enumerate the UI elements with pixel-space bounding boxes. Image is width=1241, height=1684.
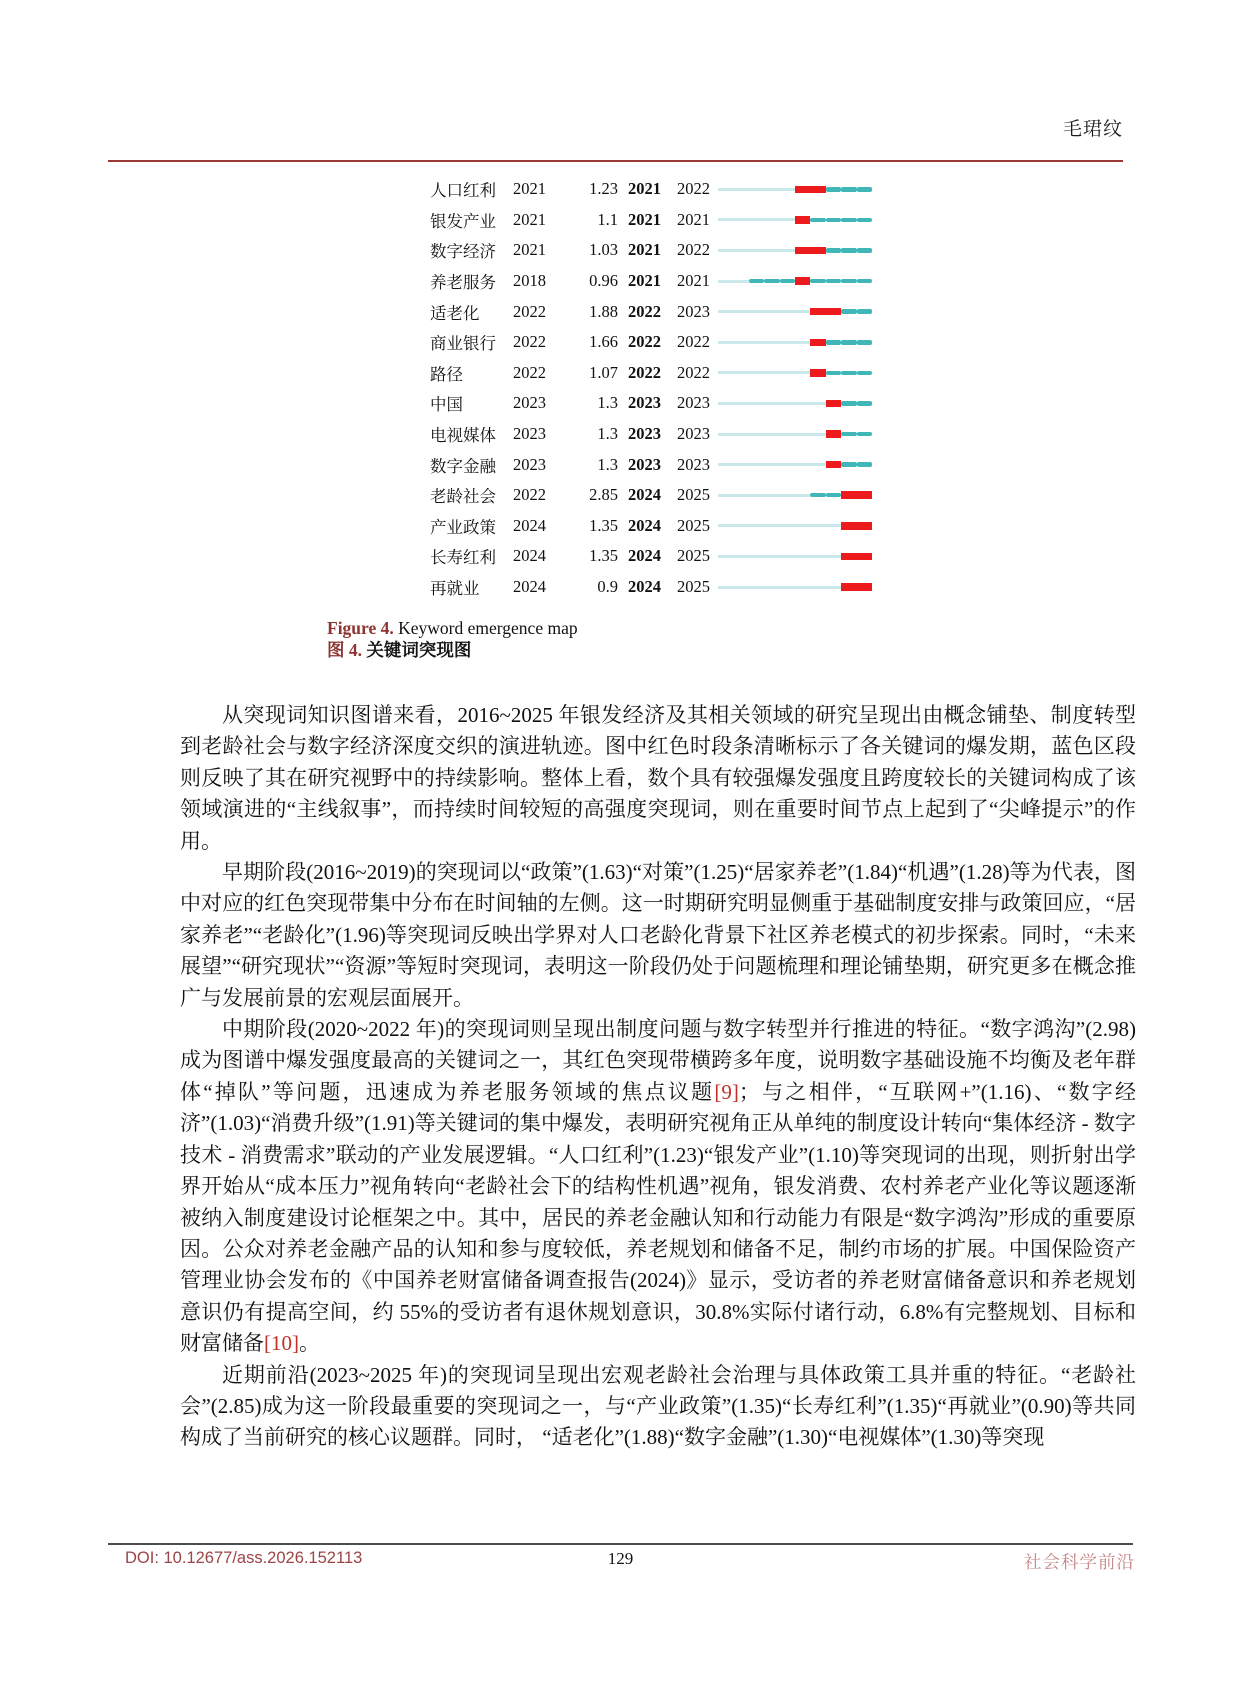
timeline-pre-segment [718, 341, 733, 344]
burst-begin-year: 2021 [628, 179, 661, 199]
timeline-pre-segment [780, 249, 795, 252]
burst-end-year: 2025 [677, 515, 710, 535]
timeline-pre-segment [749, 310, 764, 313]
timeline-pre-segment [795, 494, 810, 497]
burst-begin-year: 2022 [628, 301, 661, 321]
timeline-pre-segment [780, 218, 795, 221]
timeline-active-segment [841, 432, 856, 437]
timeline-active-segment [857, 401, 872, 406]
burst-row [430, 174, 872, 205]
burst-end-year: 2022 [677, 332, 710, 352]
burst-timeline-bar [718, 276, 872, 286]
timeline-active-segment [857, 279, 872, 284]
timeline-pre-segment [749, 341, 764, 344]
timeline-active-segment [826, 371, 841, 376]
timeline-burst-segment [826, 461, 841, 469]
timeline-pre-segment [718, 433, 733, 436]
timeline-active-segment [857, 340, 872, 345]
burst-end-year: 2021 [677, 209, 710, 229]
timeline-pre-segment [795, 402, 810, 405]
timeline-active-segment [826, 493, 841, 498]
timeline-burst-segment [810, 339, 825, 347]
burst-begin-year: 2024 [628, 485, 661, 505]
timeline-pre-segment [780, 188, 795, 191]
timeline-pre-segment [733, 524, 748, 527]
burst-begin-year: 2024 [628, 515, 661, 535]
burst-row [430, 419, 872, 450]
burst-row [430, 449, 872, 480]
timeline-pre-segment [733, 188, 748, 191]
timeline-pre-segment [764, 188, 779, 191]
burst-begin-year: 2023 [628, 424, 661, 444]
timeline-pre-segment [718, 555, 733, 558]
timeline-active-segment [841, 401, 856, 406]
body-paragraph [180, 1014, 1136, 1359]
timeline-burst-segment [841, 491, 856, 499]
timeline-active-segment [857, 371, 872, 376]
timeline-pre-segment [733, 463, 748, 466]
timeline-pre-segment [780, 371, 795, 374]
burst-timeline-bar [718, 551, 872, 561]
timeline-burst-segment [841, 583, 856, 591]
timeline-pre-segment [764, 341, 779, 344]
burst-first-year: 2021 [513, 240, 546, 260]
timeline-burst-segment [795, 216, 810, 224]
burst-first-year: 2023 [513, 424, 546, 444]
timeline-pre-segment [764, 371, 779, 374]
burst-begin-year: 2021 [628, 240, 661, 260]
timeline-active-segment [857, 432, 872, 437]
timeline-active-segment [810, 493, 825, 498]
burst-first-year: 2022 [513, 332, 546, 352]
timeline-burst-segment [810, 186, 825, 194]
burst-keyword: 产业政策 [430, 517, 496, 537]
burst-strength: 1.3 [597, 454, 618, 474]
burst-row [430, 296, 872, 327]
timeline-pre-segment [733, 555, 748, 558]
timeline-pre-segment [780, 433, 795, 436]
timeline-pre-segment [810, 555, 825, 558]
timeline-active-segment [826, 248, 841, 253]
timeline-burst-segment [826, 308, 841, 316]
timeline-pre-segment [718, 280, 733, 283]
timeline-pre-segment [780, 524, 795, 527]
timeline-pre-segment [780, 310, 795, 313]
burst-timeline-bar [718, 582, 872, 592]
burst-first-year: 2022 [513, 485, 546, 505]
timeline-pre-segment [764, 433, 779, 436]
timeline-active-segment [841, 309, 856, 314]
burst-row [430, 388, 872, 419]
timeline-active-segment [841, 371, 856, 376]
burst-strength: 2.85 [589, 485, 618, 505]
timeline-pre-segment [780, 402, 795, 405]
burst-strength: 1.03 [589, 240, 618, 260]
figure-caption-text-en: Keyword emergence map [393, 618, 578, 638]
timeline-pre-segment [795, 371, 810, 374]
timeline-pre-segment [764, 249, 779, 252]
timeline-pre-segment [733, 249, 748, 252]
timeline-pre-segment [718, 188, 733, 191]
burst-first-year: 2024 [513, 546, 546, 566]
timeline-burst-segment [795, 247, 810, 255]
burst-row [430, 358, 872, 389]
timeline-pre-segment [780, 586, 795, 589]
timeline-pre-segment [733, 586, 748, 589]
burst-strength: 1.66 [589, 332, 618, 352]
burst-first-year: 2021 [513, 179, 546, 199]
text-run: 早期阶段(2016~2019)的突现词以“政策”(1.63)“对策”(1.25)“居家养老”(1.84)“机遇”(1.28)等为代表，图中对应的红色突现带集中分布在时间轴的左侧。这一时期研究明显侧重于基础制度安排与政策回应，“居家养老”“老龄化”(1.96)等突现词反映出学界对人口老龄化背景下社区养老模式的初步探索。同时，“未来展望”“研究现状”“资源”等短时突现词，表明这一阶段仍处于问题梳理和理论铺垫期，研究更多在概念推广与发展前景的宏观层面展开。 [180, 860, 1136, 1010]
timeline-pre-segment [826, 524, 841, 527]
body-paragraph [180, 700, 1136, 857]
body-paragraph [180, 1360, 1136, 1454]
burst-end-year: 2023 [677, 393, 710, 413]
timeline-pre-segment [718, 310, 733, 313]
timeline-pre-segment [780, 463, 795, 466]
burst-first-year: 2023 [513, 454, 546, 474]
timeline-burst-segment [857, 553, 872, 561]
burst-keyword: 商业银行 [430, 334, 496, 354]
burst-timeline-bar [718, 307, 872, 317]
burst-strength: 1.3 [597, 393, 618, 413]
timeline-pre-segment [810, 524, 825, 527]
burst-keyword: 路径 [430, 364, 463, 384]
timeline-active-segment [826, 340, 841, 345]
timeline-pre-segment [764, 494, 779, 497]
timeline-active-segment [826, 187, 841, 192]
timeline-pre-segment [718, 586, 733, 589]
burst-strength: 1.88 [589, 301, 618, 321]
burst-begin-year: 2022 [628, 332, 661, 352]
timeline-pre-segment [749, 188, 764, 191]
timeline-active-segment [826, 279, 841, 284]
timeline-burst-segment [795, 277, 810, 285]
timeline-active-segment [780, 279, 795, 284]
timeline-burst-segment [857, 583, 872, 591]
timeline-active-segment [841, 218, 856, 223]
figure-caption-text-zh: 关键词突现图 [362, 640, 472, 660]
burst-keyword: 养老服务 [430, 273, 496, 293]
timeline-pre-segment [764, 555, 779, 558]
burst-timeline-bar [718, 184, 872, 194]
timeline-pre-segment [764, 218, 779, 221]
text-run: 中期阶段(2020~2022 年)的突现词则呈现出制度问题与数字转型并行推进的特征。“数字鸿沟”(2.98)成为图谱中爆发强度最高的关键词之一，其红色突现带横跨多年度，说明数字基础设施不均衡及老年群体“掉队”等问题，迅速成为养老服务领域的焦点议题 [180, 1017, 1136, 1104]
timeline-pre-segment [749, 433, 764, 436]
timeline-burst-segment [857, 522, 872, 530]
timeline-pre-segment [810, 402, 825, 405]
article-body [180, 700, 1136, 1454]
header-author: 毛珺纹 [1062, 119, 1123, 140]
timeline-pre-segment [810, 463, 825, 466]
timeline-pre-segment [718, 371, 733, 374]
footer-doi: DOI: 10.12677/ass.2026.152113 [125, 1549, 363, 1567]
timeline-pre-segment [764, 586, 779, 589]
footer-journal-name: 社会科学前沿 [1024, 1552, 1135, 1572]
burst-row [430, 511, 872, 542]
timeline-pre-segment [795, 586, 810, 589]
timeline-pre-segment [749, 586, 764, 589]
burst-strength: 1.35 [589, 515, 618, 535]
burst-end-year: 2023 [677, 424, 710, 444]
burst-row [430, 541, 872, 572]
figure-caption-zh [327, 639, 578, 661]
burst-end-year: 2023 [677, 454, 710, 474]
timeline-pre-segment [795, 341, 810, 344]
timeline-pre-segment [749, 463, 764, 466]
burst-row [430, 266, 872, 297]
timeline-burst-segment [810, 308, 825, 316]
timeline-burst-segment [810, 247, 825, 255]
timeline-active-segment [841, 462, 856, 467]
burst-strength: 1.07 [589, 362, 618, 382]
timeline-pre-segment [749, 555, 764, 558]
footer-rule [108, 1543, 1133, 1545]
burst-begin-year: 2024 [628, 577, 661, 597]
timeline-burst-segment [841, 553, 856, 561]
timeline-burst-segment [826, 430, 841, 438]
text-run: ；与之相伴，“互联网+”(1.16)、“数字经济”(1.03)“消费升级”(1.91)等关键词的集中爆发，表明研究视角正从单纯的制度设计转向“集体经济 - 数字技术 - 消费需求”联动的产业发展逻辑。“人口红利”(1.23)“银发产业”(1.10)等突现词的出现，则折射出学界开始从“成本压力”视角转向“老龄社会下的结构性机遇”视角，银发消费、农村养老产业化等议题逐渐被纳入制度建设讨论框架之中。其中，居民的养老金融认知和行动能力有限是“数字鸿沟”形成的重要原因。公众对养老金融产品的认知和参与度较低，养老规划和储备不足，制约市场的扩展。中国保险资产管理业协会发布的《中国养老财富储备调查报告(2024)》显示，受访者的养老财富储备意识和养老规划意识仍有提高空间，约 55%的受访者有退休规划意识，30.8%实际付诸行动，6.8%有完整规划、目标和财富储备 [180, 1079, 1136, 1356]
burst-strength: 1.3 [597, 424, 618, 444]
burst-begin-year: 2023 [628, 393, 661, 413]
figure-keyword-emergence-map [430, 174, 872, 602]
burst-timeline-bar [718, 398, 872, 408]
burst-first-year: 2022 [513, 362, 546, 382]
timeline-active-segment [841, 340, 856, 345]
timeline-pre-segment [718, 218, 733, 221]
timeline-active-segment [841, 187, 856, 192]
burst-row [430, 572, 872, 603]
citation-ref[interactable]: [9] [714, 1079, 739, 1104]
timeline-pre-segment [749, 371, 764, 374]
timeline-pre-segment [795, 433, 810, 436]
citation-ref[interactable]: [10] [264, 1331, 299, 1356]
timeline-pre-segment [795, 555, 810, 558]
burst-end-year: 2022 [677, 362, 710, 382]
text-run: 近期前沿(2023~2025 年)的突现词呈现出宏观老龄社会治理与具体政策工具并重的特征。“老龄社会”(2.85)成为这一阶段最重要的突现词之一，与“产业政策”(1.35)“长寿红利”(1.35)“再就业”(0.90)等共同构成了当前研究的核心议题群。同时， “适老化”(1.88)“数字金融”(1.30)“电视媒体”(1.30)等突现 [180, 1362, 1136, 1450]
burst-timeline-bar [718, 368, 872, 378]
timeline-burst-segment [826, 400, 841, 408]
burst-keyword: 数字金融 [430, 456, 496, 476]
burst-timeline-bar [718, 337, 872, 347]
timeline-burst-segment [857, 491, 872, 499]
timeline-pre-segment [733, 218, 748, 221]
figure-caption-label-en: Figure 4. [327, 618, 394, 638]
timeline-pre-segment [718, 402, 733, 405]
burst-begin-year: 2021 [628, 209, 661, 229]
figure-caption-en [327, 617, 578, 639]
timeline-pre-segment [764, 402, 779, 405]
timeline-pre-segment [826, 555, 841, 558]
burst-timeline-bar [718, 490, 872, 500]
burst-timeline-bar [718, 429, 872, 439]
burst-end-year: 2021 [677, 271, 710, 291]
burst-first-year: 2022 [513, 301, 546, 321]
header-rule [108, 160, 1123, 162]
timeline-pre-segment [749, 402, 764, 405]
burst-timeline-bar [718, 245, 872, 255]
burst-end-year: 2023 [677, 301, 710, 321]
timeline-pre-segment [749, 249, 764, 252]
timeline-active-segment [749, 279, 764, 284]
timeline-active-segment [810, 279, 825, 284]
timeline-active-segment [857, 218, 872, 223]
timeline-pre-segment [733, 402, 748, 405]
timeline-active-segment [826, 218, 841, 223]
timeline-pre-segment [795, 310, 810, 313]
burst-first-year: 2018 [513, 271, 546, 291]
burst-row [430, 235, 872, 266]
timeline-pre-segment [718, 494, 733, 497]
burst-strength: 0.96 [589, 271, 618, 291]
burst-strength: 1.1 [597, 209, 618, 229]
timeline-pre-segment [780, 341, 795, 344]
burst-begin-year: 2022 [628, 362, 661, 382]
burst-begin-year: 2024 [628, 546, 661, 566]
burst-strength: 1.23 [589, 179, 618, 199]
burst-first-year: 2021 [513, 209, 546, 229]
timeline-pre-segment [764, 463, 779, 466]
body-paragraph [180, 857, 1136, 1014]
burst-end-year: 2022 [677, 179, 710, 199]
timeline-pre-segment [749, 524, 764, 527]
figure-caption-label-zh: 图 4. [327, 640, 362, 660]
burst-end-year: 2025 [677, 577, 710, 597]
timeline-pre-segment [718, 524, 733, 527]
burst-begin-year: 2023 [628, 454, 661, 474]
burst-keyword: 数字经济 [430, 242, 496, 262]
burst-begin-year: 2021 [628, 271, 661, 291]
timeline-burst-segment [841, 522, 856, 530]
burst-timeline-bar [718, 215, 872, 225]
timeline-pre-segment [733, 433, 748, 436]
burst-end-year: 2022 [677, 240, 710, 260]
timeline-active-segment [841, 279, 856, 284]
timeline-burst-segment [795, 186, 810, 194]
timeline-active-segment [857, 462, 872, 467]
burst-end-year: 2025 [677, 485, 710, 505]
timeline-active-segment [857, 248, 872, 253]
timeline-pre-segment [795, 524, 810, 527]
burst-keyword: 银发产业 [430, 211, 496, 231]
timeline-active-segment [857, 309, 872, 314]
timeline-pre-segment [733, 310, 748, 313]
timeline-burst-segment [810, 369, 825, 377]
burst-keyword: 适老化 [430, 303, 480, 323]
burst-end-year: 2025 [677, 546, 710, 566]
figure-caption [327, 617, 578, 661]
burst-first-year: 2023 [513, 393, 546, 413]
timeline-pre-segment [810, 586, 825, 589]
timeline-pre-segment [733, 494, 748, 497]
burst-keyword: 长寿红利 [430, 548, 496, 568]
burst-first-year: 2024 [513, 515, 546, 535]
burst-keyword: 老龄社会 [430, 487, 496, 507]
timeline-pre-segment [733, 341, 748, 344]
burst-timeline-bar [718, 521, 872, 531]
timeline-active-segment [764, 279, 779, 284]
timeline-pre-segment [764, 524, 779, 527]
burst-strength: 0.9 [597, 577, 618, 597]
burst-row [430, 205, 872, 236]
text-run: 。 [299, 1331, 320, 1356]
burst-row [430, 480, 872, 511]
timeline-pre-segment [795, 463, 810, 466]
timeline-pre-segment [764, 310, 779, 313]
timeline-pre-segment [749, 494, 764, 497]
burst-keyword: 再就业 [430, 579, 480, 599]
burst-keyword: 人口红利 [430, 181, 496, 201]
burst-first-year: 2024 [513, 577, 546, 597]
timeline-active-segment [810, 218, 825, 223]
timeline-pre-segment [826, 586, 841, 589]
burst-keyword: 电视媒体 [430, 426, 496, 446]
burst-keyword: 中国 [430, 395, 463, 415]
timeline-pre-segment [780, 555, 795, 558]
timeline-pre-segment [733, 280, 748, 283]
timeline-pre-segment [718, 463, 733, 466]
timeline-active-segment [841, 248, 856, 253]
burst-timeline-bar [718, 460, 872, 470]
timeline-pre-segment [733, 371, 748, 374]
burst-row [430, 327, 872, 358]
timeline-pre-segment [718, 249, 733, 252]
timeline-active-segment [857, 187, 872, 192]
timeline-pre-segment [780, 494, 795, 497]
text-run: 从突现词知识图谱来看，2016~2025 年银发经济及其相关领域的研究呈现出由概念铺垫、制度转型到老龄社会与数字经济深度交织的演进轨迹。图中红色时段条清晰标示了各关键词的爆发期，蓝色区段则反映了其在研究视野中的持续影响。整体上看，数个具有较强爆发强度且跨度较长的关键词构成了该领域演进的“主线叙事”，而持续时间较短的高强度突现词，则在重要时间节点上起到了“尖峰提示”的作用。 [180, 703, 1136, 853]
footer-page-number: 129 [607, 1549, 634, 1568]
timeline-pre-segment [810, 433, 825, 436]
timeline-pre-segment [749, 218, 764, 221]
burst-strength: 1.35 [589, 546, 618, 566]
